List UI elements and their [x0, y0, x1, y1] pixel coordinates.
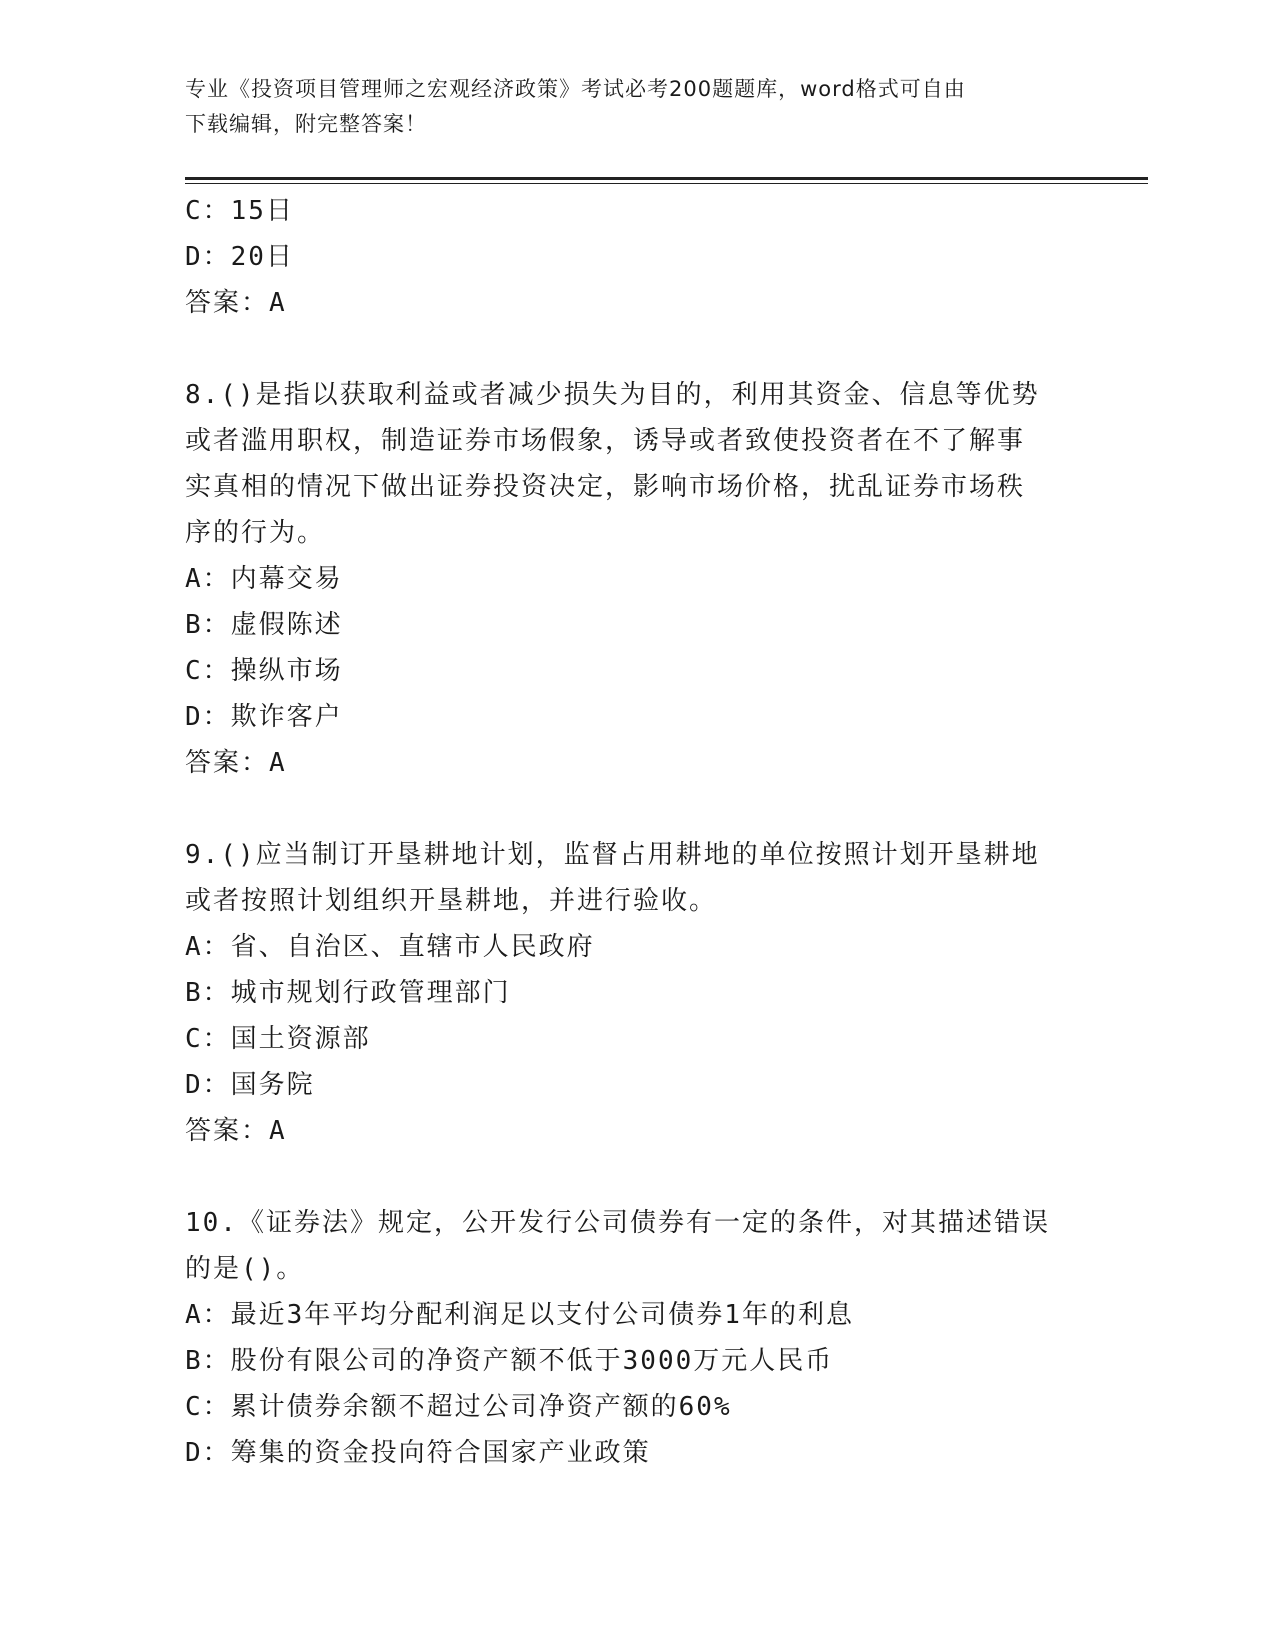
- option-letter: C：: [185, 656, 231, 686]
- stem-line: 10.《证券法》规定，公开发行公司债券有一定的条件，对其描述错误: [185, 1208, 1050, 1238]
- option-a: [185, 1292, 1085, 1338]
- option-letter: C：: [185, 1392, 231, 1422]
- option-a: [185, 924, 1085, 970]
- option-letter: C：: [185, 1024, 231, 1054]
- document-header: [185, 72, 1065, 142]
- option-c: [185, 1016, 1085, 1062]
- question-8: [185, 372, 1085, 786]
- question-9: [185, 832, 1085, 1154]
- option-text: 累计债券余额不超过公司净资产额的60%: [230, 1392, 732, 1422]
- option-text: 20日: [230, 242, 294, 272]
- option-d: [185, 1062, 1085, 1108]
- option-letter: B：: [185, 978, 231, 1008]
- option-text: 筹集的资金投向符合国家产业政策: [230, 1438, 651, 1468]
- question-spacer: [185, 1154, 1085, 1200]
- question-stem: [185, 832, 1065, 924]
- question-spacer: [185, 326, 1085, 372]
- option-text: 欺诈客户: [230, 702, 343, 732]
- option-text: 虚假陈述: [230, 610, 343, 640]
- option-letter: D：: [185, 1070, 231, 1100]
- option-b: [185, 602, 1085, 648]
- answer-label: 答案：: [185, 288, 270, 318]
- answer-value: A: [269, 748, 287, 778]
- answer-line: [185, 740, 1085, 786]
- stem-line: 或者按照计划组织开垦耕地，并进行验收。: [185, 886, 718, 916]
- option-d: [185, 694, 1085, 740]
- answer-value: A: [269, 1116, 287, 1146]
- header-line-2: 下载编辑，附完整答案！: [185, 112, 427, 136]
- question-spacer: [185, 786, 1085, 832]
- stem-line: 序的行为。: [185, 518, 326, 548]
- option-b: [185, 970, 1085, 1016]
- answer-label: 答案：: [185, 748, 270, 778]
- option-letter: A：: [185, 1300, 231, 1330]
- option-text: 省、自治区、直辖市人民政府: [230, 932, 595, 962]
- answer-label: 答案：: [185, 1116, 270, 1146]
- option-text: 国土资源部: [230, 1024, 371, 1054]
- option-c: [185, 648, 1085, 694]
- question-content: [185, 188, 1085, 1476]
- header-line-1: 专业《投资项目管理师之宏观经济政策》考试必考200题题库，word格式可自由: [185, 77, 966, 101]
- option-c: [185, 1384, 1085, 1430]
- option-text: 最近3年平均分配利润足以支付公司债券1年的利息: [230, 1300, 854, 1330]
- option-letter: D：: [185, 242, 231, 272]
- option-text: 操纵市场: [230, 656, 343, 686]
- header-divider-thin: [185, 183, 1148, 184]
- option-letter: A：: [185, 564, 231, 594]
- stem-line: 的是()。: [185, 1254, 305, 1284]
- option-text: 15日: [230, 196, 294, 226]
- question-stem: [185, 1200, 1065, 1292]
- answer-value: A: [269, 288, 287, 318]
- option-letter: D：: [185, 702, 231, 732]
- question-7-continued: [185, 188, 1085, 326]
- stem-line: 9.()应当制订开垦耕地计划，监督占用耕地的单位按照计划开垦耕地: [185, 840, 1040, 870]
- question-10: [185, 1200, 1085, 1476]
- option-letter: B：: [185, 610, 231, 640]
- option-text: 内幕交易: [230, 564, 343, 594]
- stem-line: 8.()是指以获取利益或者减少损失为目的，利用其资金、信息等优势: [185, 380, 1040, 410]
- option-b: [185, 1338, 1085, 1384]
- option-d: [185, 234, 1085, 280]
- answer-line: [185, 1108, 1085, 1154]
- option-text: 股份有限公司的净资产额不低于3000万元人民币: [230, 1346, 834, 1376]
- option-d: [185, 1430, 1085, 1476]
- option-c: [185, 188, 1085, 234]
- option-letter: C：: [185, 196, 231, 226]
- option-letter: B：: [185, 1346, 231, 1376]
- question-stem: [185, 372, 1065, 556]
- stem-line: 实真相的情况下做出证券投资决定，影响市场价格，扰乱证券市场秩: [185, 472, 1026, 502]
- option-text: 国务院: [230, 1070, 315, 1100]
- header-divider-thick: [185, 177, 1148, 180]
- option-text: 城市规划行政管理部门: [230, 978, 511, 1008]
- option-letter: A：: [185, 932, 231, 962]
- answer-line: [185, 280, 1085, 326]
- stem-line: 或者滥用职权，制造证券市场假象，诱导或者致使投资者在不了解事: [185, 426, 1026, 456]
- option-letter: D：: [185, 1438, 231, 1468]
- option-a: [185, 556, 1085, 602]
